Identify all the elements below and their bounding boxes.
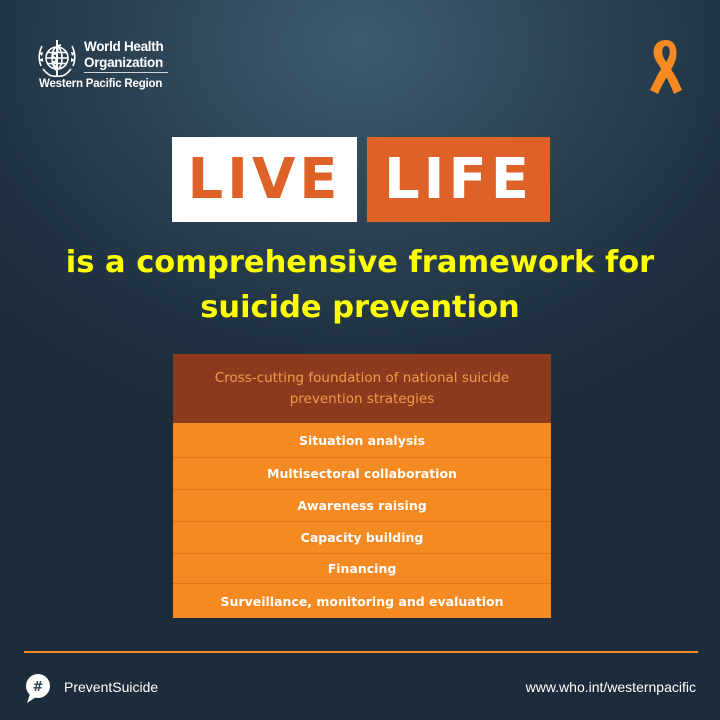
svg-text:#: # [32,680,44,695]
region-name: Western Pacific Region [39,78,163,90]
logo-divider [84,72,168,73]
table-row: Multisectoral collaboration [173,458,551,490]
table-row: Financing [173,554,551,584]
website-link[interactable]: www.who.int/westernpacific [525,679,696,695]
hashtag-label: PreventSuicide [64,679,159,695]
live-word: LIVE [187,146,342,212]
organization-name [84,39,163,71]
footer-divider [24,651,698,653]
table-header [173,354,551,423]
who-emblem-icon [34,36,80,82]
headline-line2: suicide prevention [200,290,520,325]
table-row: Surveillance, monitoring and evaluation [173,584,551,618]
organization-name-line1: World Health [84,39,164,54]
table-row: Situation analysis [173,423,551,458]
table-header-line2: prevention strategies [289,390,435,407]
headline [40,240,680,330]
hashtag-badge-icon [24,673,52,705]
life-word: LIFE [383,146,534,212]
who-logo [34,36,174,94]
organization-name-line2: Organization [84,55,163,70]
table-header-line1: Cross-cutting foundation of national suicide [214,369,510,386]
life-word-box [367,137,550,222]
table-row: Awareness raising [173,490,551,522]
framework-table [173,354,551,618]
table-row: Capacity building [173,522,551,554]
awareness-ribbon-icon [644,36,688,98]
headline-line1: is a comprehensive framework for [65,245,655,280]
live-word-box [172,137,357,222]
